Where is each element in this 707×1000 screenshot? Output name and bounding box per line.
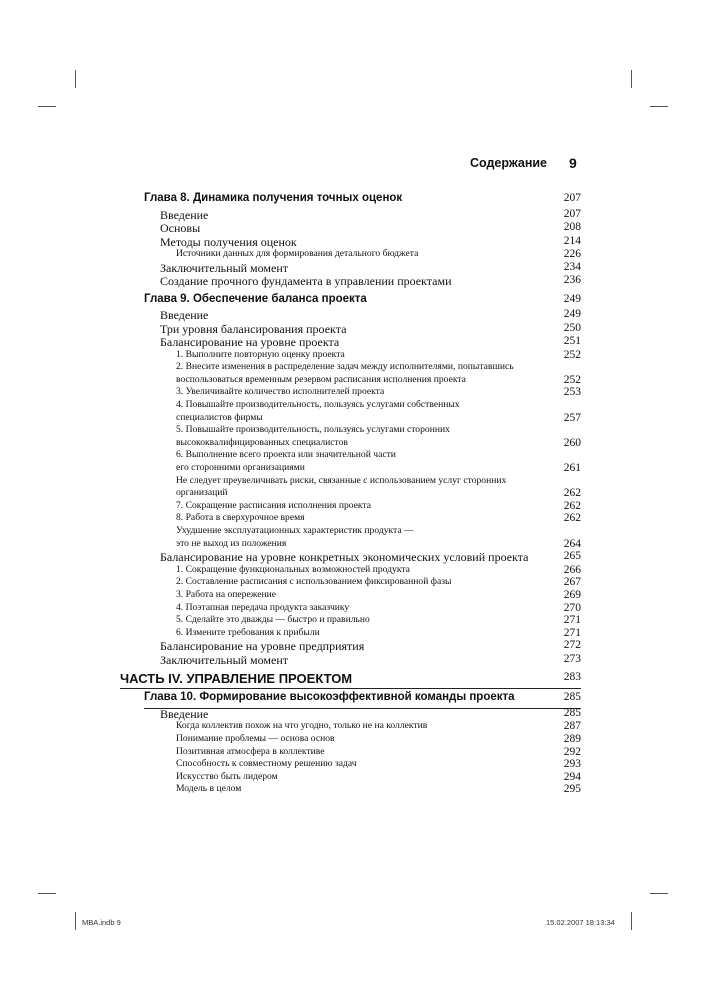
toc-entry-page: 261 <box>563 462 581 474</box>
toc-entry-page: 234 <box>563 260 581 273</box>
toc-entry-title: организаций <box>176 487 228 499</box>
crop-mark <box>650 106 668 107</box>
toc-entry-title: Глава 8. Динамика получения точных оценок <box>144 192 403 204</box>
toc-entry-page: 252 <box>563 348 581 361</box>
toc-entry-title: 1. Выполните повторную оценку проекта <box>176 348 345 360</box>
toc-entry-title: Глава 9. Обеспечение баланса проекта <box>144 292 367 305</box>
toc-entry-title: Балансирование на уровне предприятия <box>160 639 365 654</box>
toc-entry-title: 4. Поэтапная передача продукта заказчику <box>176 601 350 613</box>
toc-entry-page: 207 <box>563 207 581 220</box>
footer-datetime: 15.02.2007 18:13:34 <box>546 918 615 927</box>
toc-entry-title: Основы <box>160 221 201 235</box>
toc-entry-page: 226 <box>563 248 581 260</box>
toc-entry-title: это не выход из положения <box>176 537 287 549</box>
crop-mark <box>38 106 56 107</box>
toc-entry-page: 257 <box>563 411 581 424</box>
toc-entry-title: Заключительный момент <box>160 260 289 275</box>
toc-entry-page: 295 <box>563 783 581 796</box>
toc-entry-title: Понимание проблемы — основа основ <box>176 732 335 744</box>
toc-entry-title: 8. Работа в сверхурочное время <box>176 512 305 524</box>
toc-entry-title: Глава 10. Формирование высокоэффективной команды проекта <box>144 691 515 704</box>
toc-entry-title: Методы получения оценок <box>160 234 297 249</box>
toc-entry-page: 270 <box>563 601 581 614</box>
toc-entry-title: Способность к совместному решению задач <box>176 758 357 770</box>
toc-entry-page: 249 <box>563 292 581 305</box>
toc-entry-page: 262 <box>563 487 581 500</box>
toc-entry-page: 260 <box>563 436 581 449</box>
toc-entry-title: 6. Выполнение всего проекта или значительной части <box>176 449 396 461</box>
toc-entry-page: 252 <box>563 373 581 386</box>
toc-entry-title: 5. Сделайте это дважды — быстро и правильно <box>176 614 370 626</box>
toc-entry-title: 6. Измените требования к прибыли <box>176 626 320 638</box>
toc-entry-title: 7. Сокращение расписания исполнения проекта <box>176 499 372 511</box>
toc-entry-page: 207 <box>563 192 581 204</box>
toc-entry-page: 250 <box>563 321 581 334</box>
toc-entry-page: 253 <box>563 386 581 399</box>
crop-mark <box>650 893 668 894</box>
toc-entry-title: специалистов фирмы <box>176 411 263 423</box>
toc-entry-title: Заключительный момент <box>160 652 289 667</box>
toc-entry-title: 2. Составление расписания с использованием фиксированной фазы <box>176 576 452 588</box>
toc-entry-page: 293 <box>563 758 581 771</box>
toc-entry-title: 3. Увеличивайте количество исполнителей проекта <box>176 386 385 398</box>
toc-entry-title: 1. Сокращение функциональных возможностей продукта <box>176 563 410 575</box>
toc-entry-title: Балансирование на уровне проекта <box>160 335 340 350</box>
toc-entry-page: 271 <box>563 614 581 627</box>
toc-entry-page: 262 <box>563 512 581 525</box>
toc-entry-title: Введение <box>160 706 209 721</box>
toc-entry-page: 285 <box>563 691 581 704</box>
toc-entry-page: 283 <box>563 671 581 684</box>
toc-entry-page: 273 <box>563 652 581 665</box>
running-header <box>470 155 577 171</box>
toc-entry-title: ЧАСТЬ IV. УПРАВЛЕНИЕ ПРОЕКТОМ <box>120 671 353 687</box>
toc-entry-title: Ухудшение эксплуатационных характеристик продукта — <box>176 525 414 536</box>
toc-entry-page: 271 <box>563 626 581 639</box>
crop-mark <box>631 912 632 930</box>
toc-entry-title: 4. Повышайте производительность, пользуясь услугами собственных <box>176 399 460 410</box>
toc-entry-title: Введение <box>160 207 209 222</box>
toc-entry-title: Когда коллектив похож на что угодно, только не на коллектив <box>176 720 428 732</box>
section-rule <box>120 688 581 689</box>
toc-entry-title: Модель в целом <box>176 783 242 795</box>
toc-entry-page: 267 <box>563 576 581 589</box>
toc-entry-title: Балансирование на уровне конкретных экономических условий проекта <box>160 550 529 565</box>
toc-entry-page: 208 <box>563 221 581 233</box>
toc-entry-title: 5. Повышайте производительность, пользуясь услугами сторонних <box>176 424 450 436</box>
toc-entry-page: 269 <box>563 588 581 601</box>
toc-entry-page: 262 <box>563 499 581 512</box>
toc-entry-title: Позитивная атмосфера в коллективе <box>176 745 325 757</box>
toc-entry-page: 264 <box>563 537 581 550</box>
toc-entry-title: 2. Внесите изменения в распределение задач между исполнителями, попытавшись <box>176 361 514 373</box>
toc-entry-page: 249 <box>563 308 581 321</box>
toc-entry-page: 272 <box>563 639 581 652</box>
toc-entry-page: 251 <box>563 335 581 348</box>
toc-entry-title: его сторонними организациями <box>176 462 305 473</box>
toc-entry-page: 265 <box>563 550 581 563</box>
toc-entry-title: 3. Работа на опережение <box>176 588 277 600</box>
footer-file: MBA.indb 9 <box>82 918 121 927</box>
toc-entry-page: 214 <box>563 234 581 247</box>
toc-entry-page: 236 <box>563 274 581 287</box>
crop-mark <box>75 912 76 930</box>
toc-entry-title: Три уровня балансирования проекта <box>160 321 347 336</box>
toc-entry-title: Не следует преувеличивать риски, связанные с использованием услуг сторонних <box>176 474 507 486</box>
toc-entry-page: 294 <box>563 770 581 783</box>
toc-entry-page: 266 <box>563 563 581 576</box>
toc-entry-title: Искусство быть лидером <box>176 770 278 782</box>
toc-entry-page: 292 <box>563 745 581 758</box>
toc-entry-page: 285 <box>563 706 581 719</box>
toc-entry-title: Введение <box>160 308 209 323</box>
toc-entry-page: 287 <box>563 720 581 733</box>
toc-entry-title: Источники данных для формирования детального бюджета <box>176 248 419 259</box>
toc-entry-title: высококвалифицированных специалистов <box>176 436 348 448</box>
toc-entry-page: 289 <box>563 732 581 745</box>
header-page-number: 9 <box>569 155 577 171</box>
crop-mark <box>631 70 632 88</box>
crop-mark <box>38 893 56 894</box>
toc-entry-title: Создание прочного фундамента в управлении проектами <box>160 274 452 289</box>
section-rule <box>144 708 581 709</box>
header-title: Содержание <box>470 156 548 170</box>
toc-entry-title: воспользоваться временным резервом расписания исполнения проекта <box>176 373 466 385</box>
crop-mark <box>75 70 76 88</box>
